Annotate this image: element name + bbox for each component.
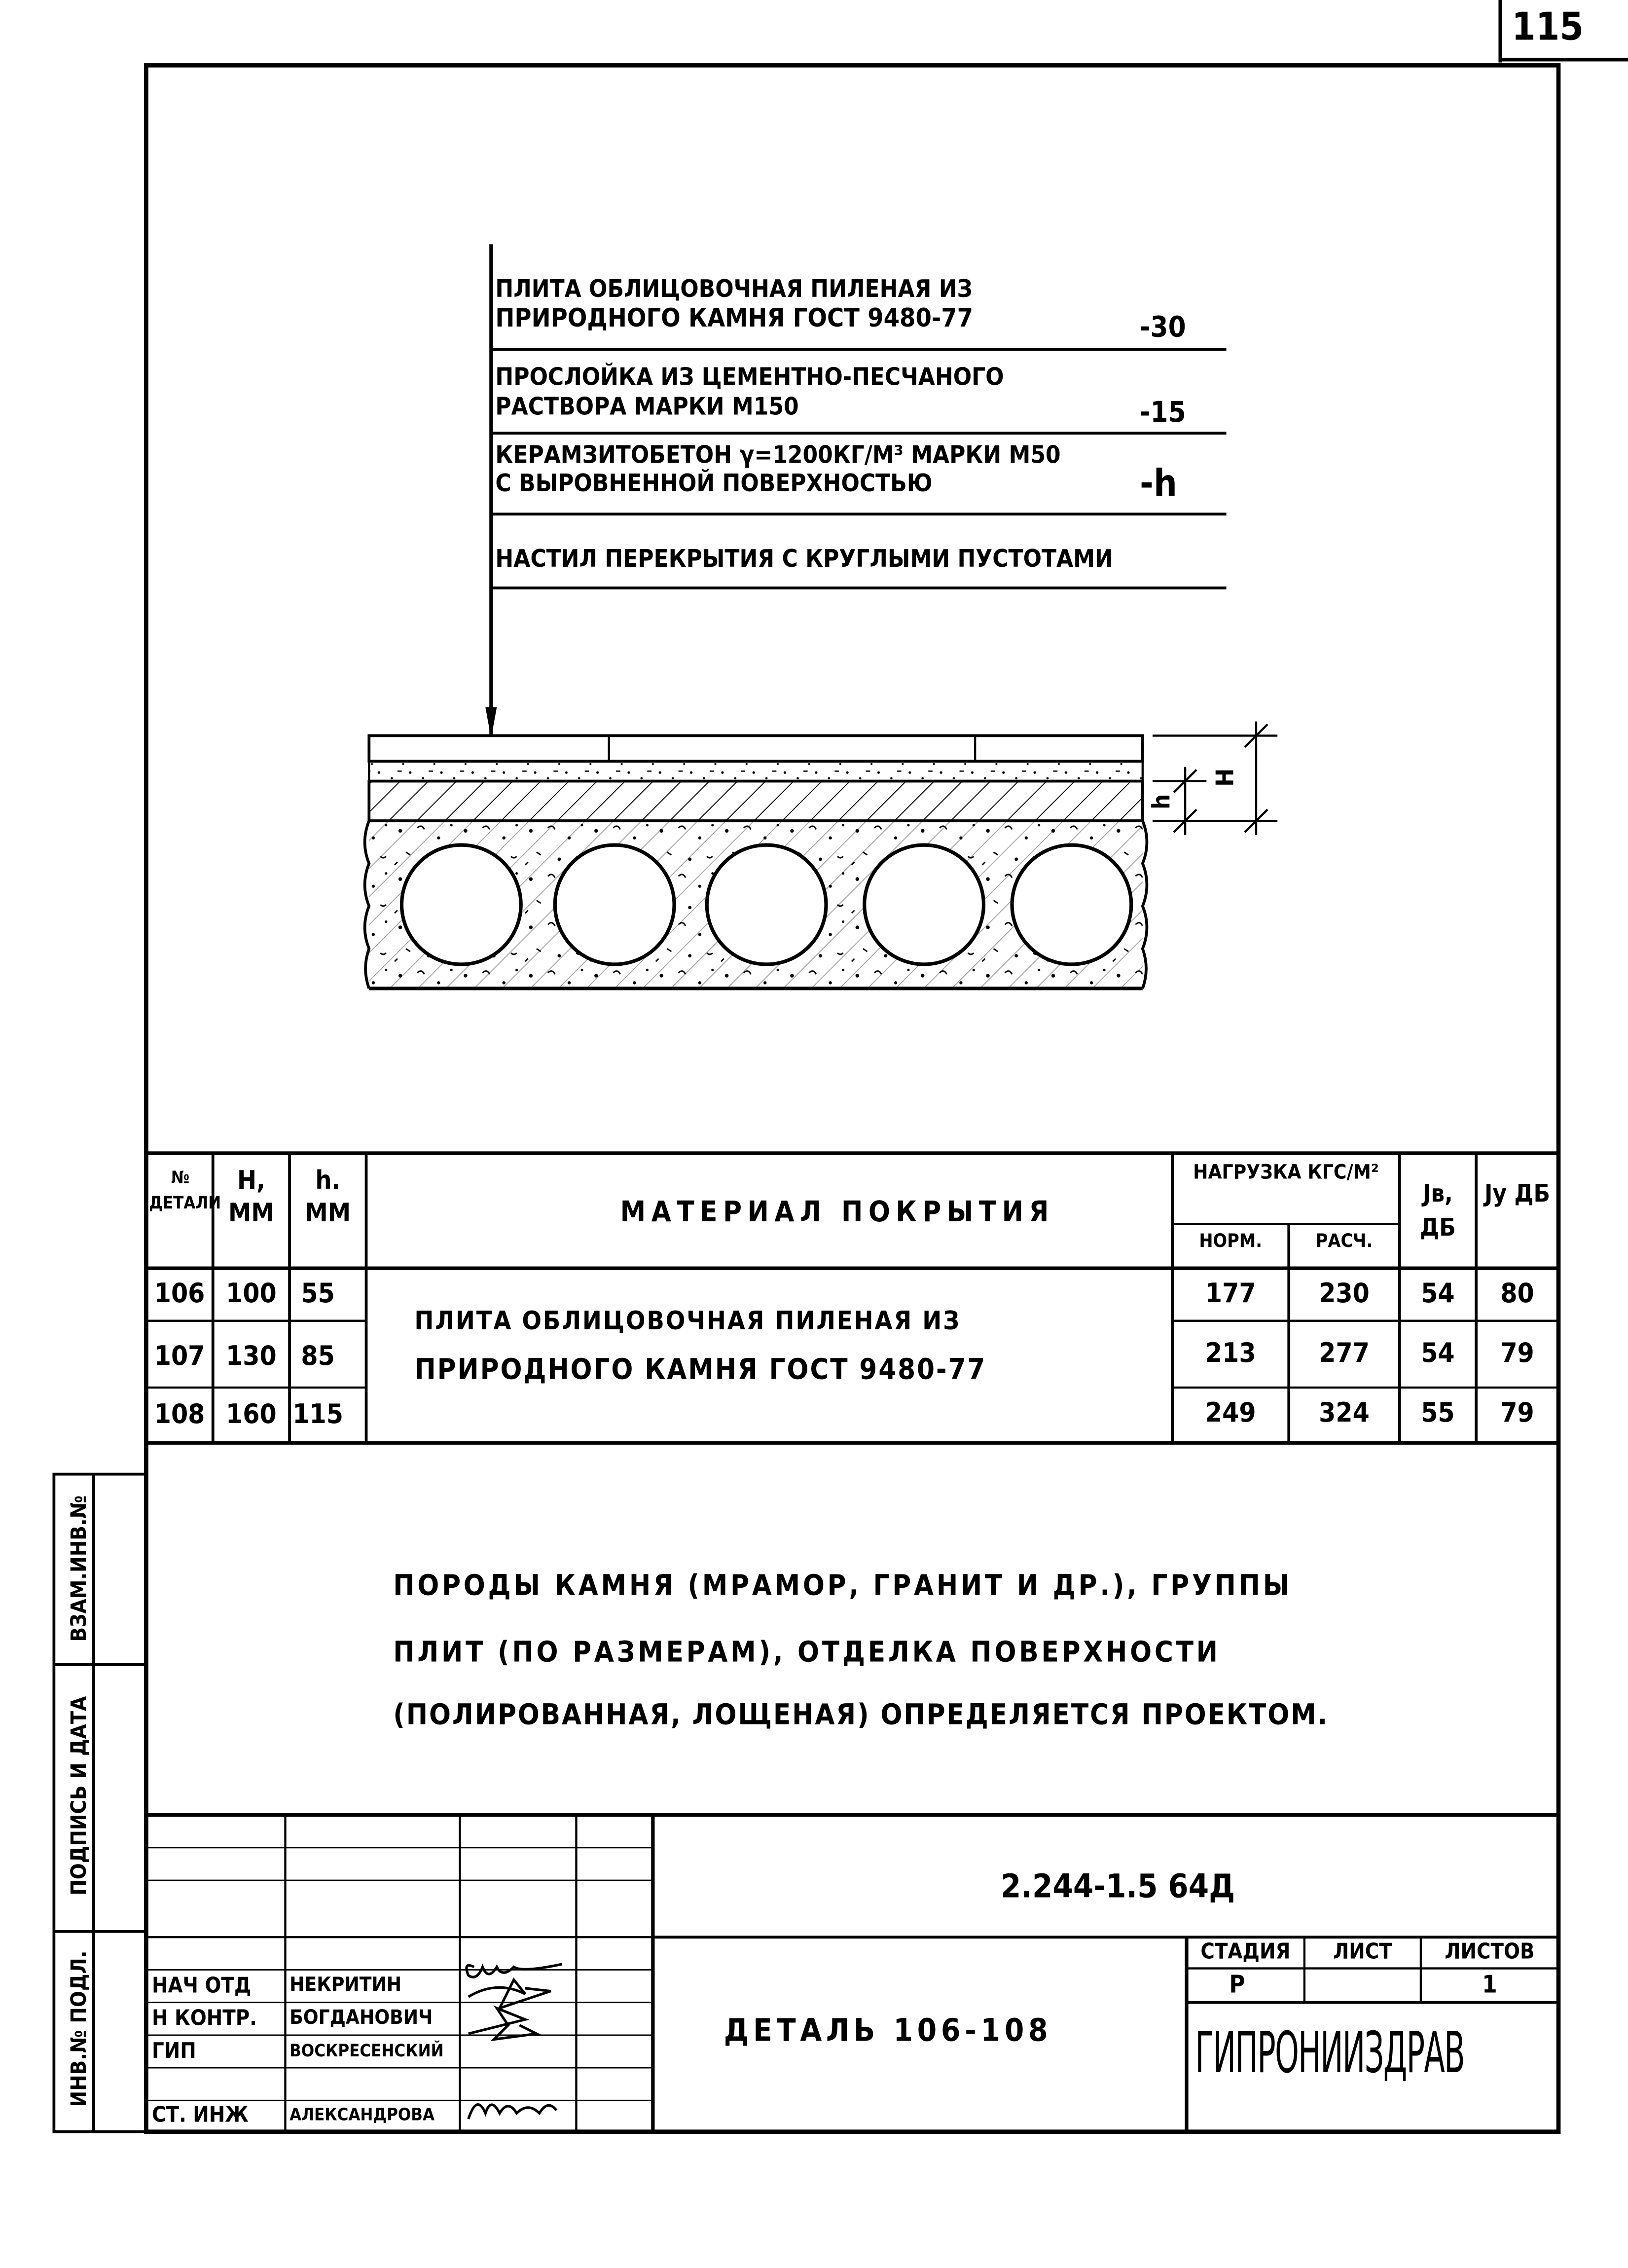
note-line2: ПЛИТ (ПО РАЗМЕРАМ), ОТДЕЛКА ПОВЕРХНОСТИ bbox=[393, 1634, 1221, 1669]
row-107-no: 107 bbox=[154, 1340, 205, 1372]
dimension-h-label: h bbox=[1148, 794, 1177, 809]
header-H: H, ММ bbox=[228, 1166, 274, 1229]
signature-4 bbox=[469, 2105, 556, 2119]
layer-4-line1: НАСТИЛ ПЕРЕКРЫТИЯ С КРУГЛЫМИ ПУСТОТАМИ bbox=[495, 545, 1113, 574]
role-gip: ГИП bbox=[151, 2038, 196, 2064]
header-material: МАТЕРИАЛ ПОКРЫТИЯ bbox=[620, 1194, 1054, 1229]
drawing-title: ДЕТАЛЬ 106-108 bbox=[724, 2013, 1052, 2049]
row-106-no: 106 bbox=[154, 1278, 205, 1310]
row-107-h: 85 bbox=[301, 1340, 335, 1372]
header-calc: РАСЧ. bbox=[1315, 1231, 1373, 1253]
row-107-jy: 79 bbox=[1500, 1338, 1534, 1369]
sheets-label: ЛИСТОВ bbox=[1445, 1939, 1535, 1964]
dimension-H-label: H bbox=[1212, 768, 1241, 787]
row-106-jv: 54 bbox=[1421, 1278, 1455, 1310]
row-106-calc: 230 bbox=[1319, 1278, 1370, 1310]
name-bogdanovich: БОГДАНОВИЧ bbox=[289, 2007, 433, 2030]
role-n-kontr: Н КОНТР. bbox=[151, 2005, 257, 2031]
row-108-no: 108 bbox=[154, 1399, 205, 1430]
layer-2-line2: РАСТВОРА МАРКИ М150 bbox=[495, 393, 799, 422]
row-108-h: 115 bbox=[292, 1399, 344, 1430]
layer-1-line1: ПЛИТА ОБЛИЦОВОЧНАЯ ПИЛЕНАЯ ИЗ bbox=[495, 275, 973, 304]
table-material-line1: ПЛИТА ОБЛИЦОВОЧНАЯ ПИЛЕНАЯ ИЗ bbox=[414, 1306, 961, 1337]
row-107-calc: 277 bbox=[1319, 1338, 1370, 1369]
sheets-value: 1 bbox=[1482, 1971, 1497, 2000]
side-stamp-vzam: ВЗАМ.ИНВ.№ bbox=[66, 1495, 92, 1642]
row-106-norm: 177 bbox=[1205, 1278, 1256, 1310]
layer-3-thickness: -h bbox=[1140, 463, 1177, 506]
stage-label: СТАДИЯ bbox=[1200, 1939, 1291, 1964]
row-106-h: 55 bbox=[301, 1278, 335, 1310]
note-line3: (ПОЛИРОВАННАЯ, ЛОЩЕНАЯ) ОПРЕДЕЛЯЕТСЯ ПРОЕКТОМ. bbox=[393, 1697, 1329, 1731]
header-norm: НОРМ. bbox=[1199, 1231, 1263, 1253]
table-material-line2: ПРИРОДНОГО КАМНЯ ГОСТ 9480-77 bbox=[414, 1352, 987, 1387]
header-h: h. ММ bbox=[305, 1166, 351, 1229]
header-detail-no: № ДЕТАЛИ bbox=[149, 1167, 221, 1213]
side-stamp-podpis: ПОДПИСЬ И ДАТА bbox=[66, 1696, 92, 1896]
sheet-number: 115 bbox=[1512, 5, 1584, 50]
row-106-jy: 80 bbox=[1500, 1278, 1534, 1310]
header-load: НАГРУЗКА КГС/М² bbox=[1193, 1162, 1379, 1185]
name-voskresenskiy: ВОСКРЕСЕНСКИЙ bbox=[289, 2041, 444, 2061]
role-st-inzh: СТ. ИНЖ bbox=[151, 2102, 249, 2128]
layer-2-thickness: -15 bbox=[1140, 395, 1186, 429]
stage-value: Р bbox=[1229, 1971, 1245, 2000]
layer-1-thickness: -30 bbox=[1140, 309, 1186, 344]
note-line1: ПОРОДЫ КАМНЯ (МРАМОР, ГРАНИТ И ДР.), ГРУППЫ bbox=[393, 1568, 1293, 1602]
layer-3-line1: КЕРАМЗИТОБЕТОН γ=1200КГ/М³ МАРКИ М50 bbox=[495, 441, 1061, 471]
name-nekritin: НЕКРИТИН bbox=[289, 1974, 402, 1997]
row-108-calc: 324 bbox=[1319, 1397, 1370, 1429]
layer-1-line2: ПРИРОДНОГО КАМНЯ ГОСТ 9480-77 bbox=[495, 304, 974, 334]
layer-2-line1: ПРОСЛОЙКА ИЗ ЦЕМЕНТНО-ПЕСЧАНОГО bbox=[495, 364, 1004, 392]
organization-name: ГИПРОНИИЗДРАВ bbox=[1195, 2021, 1465, 2086]
header-jv: Jв, ДБ bbox=[1420, 1180, 1456, 1243]
row-108-jv: 55 bbox=[1421, 1397, 1455, 1429]
header-jy: Jу ДБ bbox=[1484, 1180, 1551, 1209]
document-code: 2.244-1.5 64Д bbox=[1000, 1869, 1235, 1906]
layer-3-line2: С ВЫРОВНЕННОЙ ПОВЕРХНОСТЬЮ bbox=[495, 470, 933, 499]
row-107-H: 130 bbox=[226, 1340, 277, 1372]
row-106-H: 100 bbox=[226, 1278, 277, 1310]
role-nach-otd: НАЧ ОТД bbox=[151, 1973, 252, 1999]
row-108-norm: 249 bbox=[1205, 1397, 1256, 1429]
side-stamp-inv-podl: ИНВ.№ ПОДЛ. bbox=[66, 1950, 92, 2107]
signature-1 bbox=[467, 1964, 562, 1977]
row-107-jv: 54 bbox=[1421, 1338, 1455, 1369]
row-108-H: 160 bbox=[226, 1399, 277, 1430]
name-aleksandrova: АЛЕКСАНДРОВА bbox=[289, 2104, 435, 2125]
row-108-jy: 79 bbox=[1500, 1397, 1534, 1429]
signature-2 bbox=[469, 1980, 551, 2009]
sheet-label: ЛИСТ bbox=[1333, 1939, 1392, 1964]
row-107-norm: 213 bbox=[1205, 1338, 1256, 1369]
